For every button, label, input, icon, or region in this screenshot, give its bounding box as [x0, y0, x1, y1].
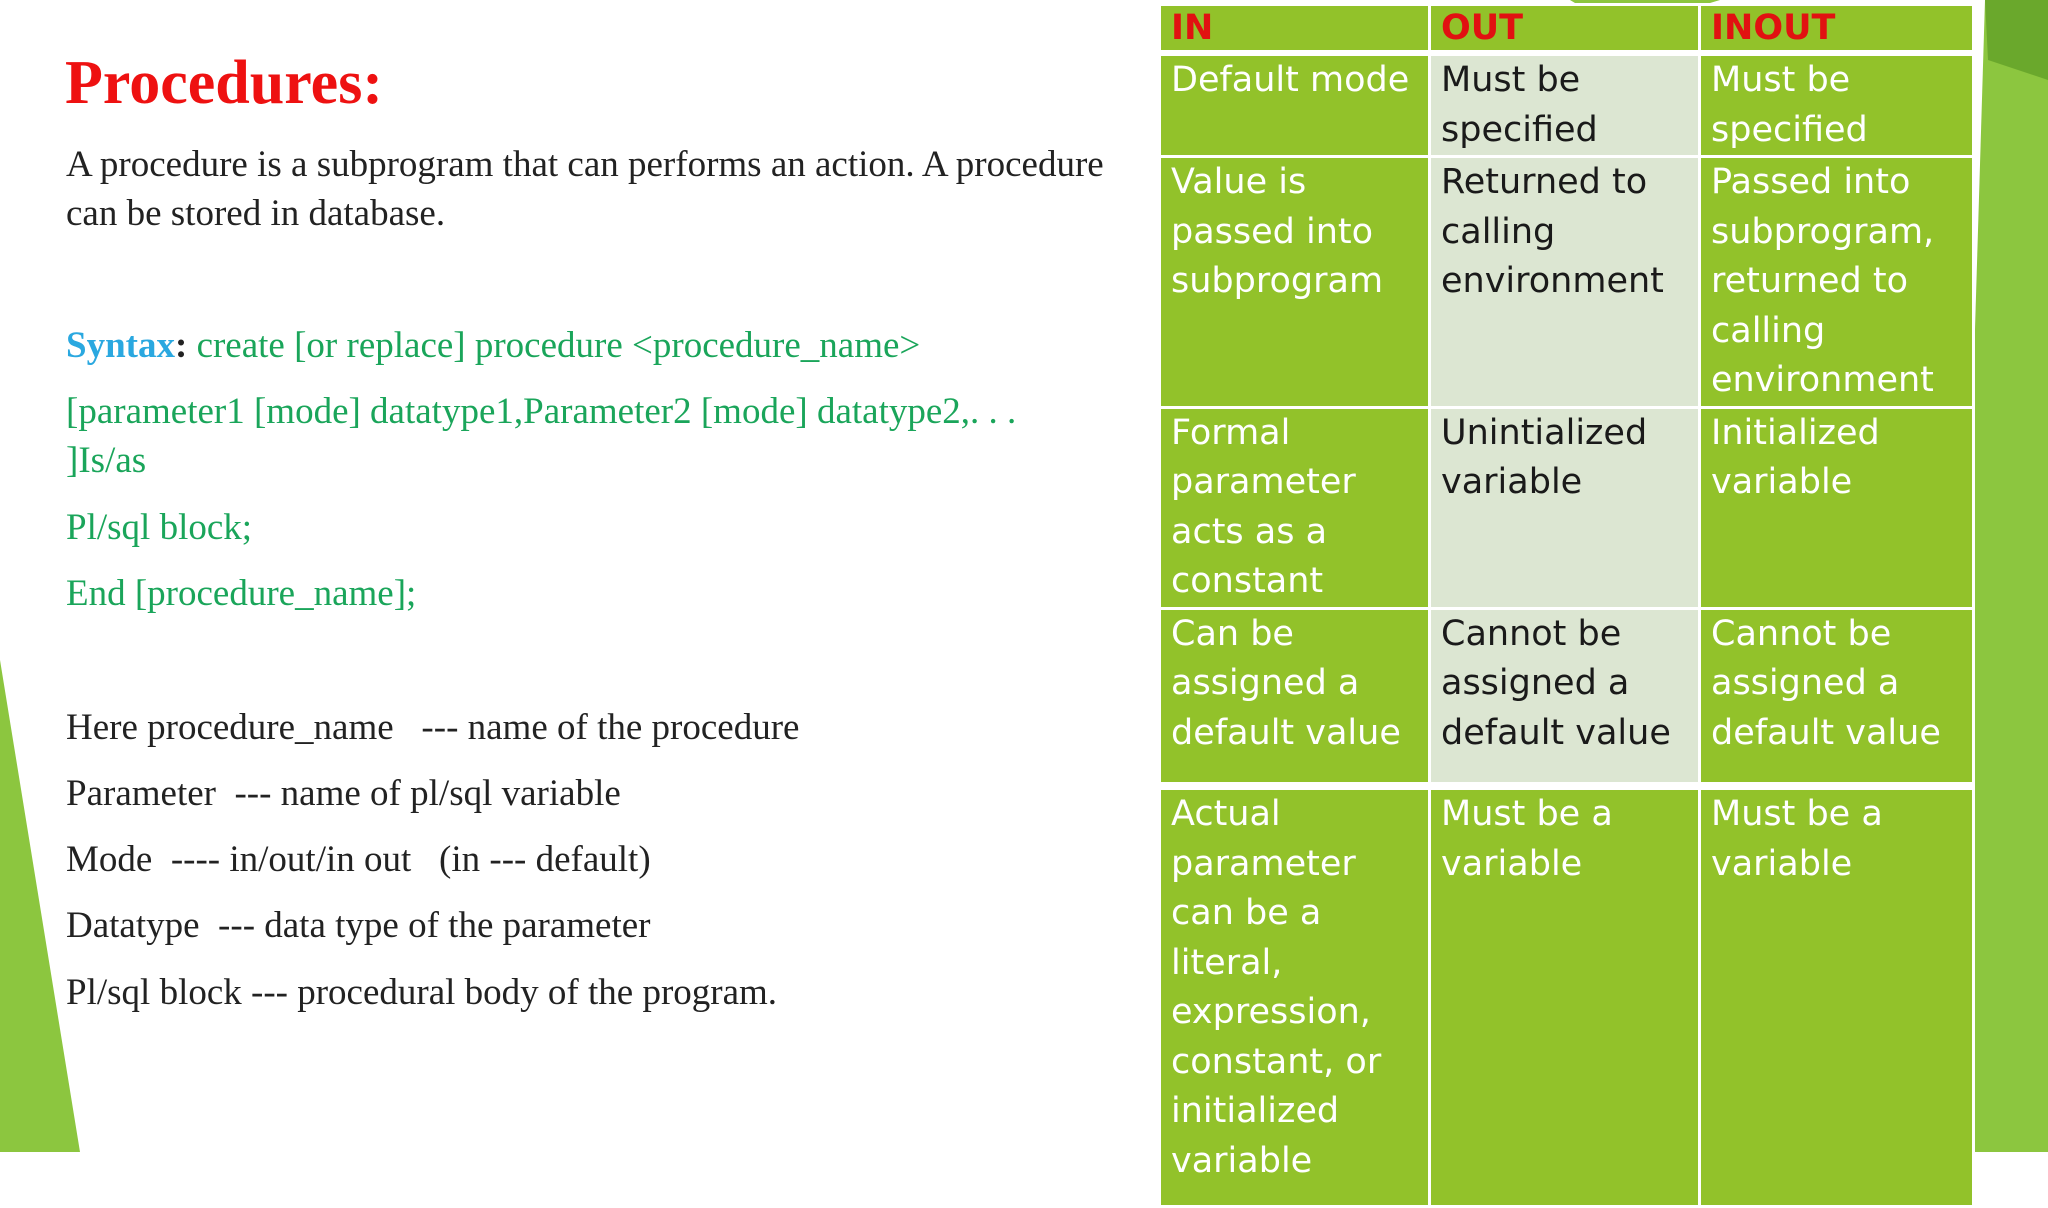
table-row — [1160, 786, 1974, 1206]
syntax-label: Syntax — [66, 325, 175, 366]
syntax-line-1 — [66, 321, 920, 370]
table-row — [1160, 53, 1974, 157]
cell-out: Cannot be assigned a default value — [1430, 608, 1700, 786]
description-mode: Mode ---- in/out/in out (in --- default) — [66, 839, 651, 880]
header-in: IN — [1160, 5, 1430, 54]
cell-out: Returned to calling environment — [1430, 157, 1700, 408]
table-header-row — [1160, 5, 1974, 54]
table-row — [1160, 157, 1974, 408]
description-procedure-name: Here procedure_name --- name of the procedure — [66, 707, 800, 748]
syntax-code: create [or replace] procedure <procedure_name> — [187, 325, 921, 366]
header-inout: INOUT — [1700, 5, 1974, 54]
syntax-colon: : — [174, 325, 188, 366]
parameter-modes-table — [1158, 3, 1975, 1208]
cell-in: Actual parameter can be a literal, expression, constant, or initialized variable — [1160, 786, 1430, 1206]
cell-in: Formal parameter acts as a constant — [1160, 407, 1430, 608]
header-out: OUT — [1430, 5, 1700, 54]
cell-inout: Initialized variable — [1700, 407, 1974, 608]
slide-title: Procedures: — [65, 49, 383, 117]
cell-in: Value is passed into subprogram — [1160, 157, 1430, 408]
table-row — [1160, 407, 1974, 608]
cell-inout: Must be specified — [1700, 53, 1974, 157]
cell-inout: Passed into subprogram, returned to calling environment — [1700, 157, 1974, 408]
cell-out: Unintialized variable — [1430, 407, 1700, 608]
cell-in: Default mode — [1160, 53, 1430, 157]
syntax-line-4: Pl/sql block; — [66, 507, 253, 548]
description-plsql-block: Pl/sql block --- procedural body of the program. — [66, 972, 778, 1013]
cell-inout: Must be a variable — [1700, 786, 1974, 1206]
syntax-line-3: ]Is/as — [66, 440, 147, 481]
intro-text: A procedure is a subprogram that can performs an action. A procedure can be stored in database. — [66, 144, 1104, 234]
cell-out: Must be specified — [1430, 53, 1700, 157]
cell-inout: Cannot be assigned a default value — [1700, 608, 1974, 786]
cell-in: Can be assigned a default value — [1160, 608, 1430, 786]
syntax-line-2: [parameter1 [mode] datatype1,Parameter2 [mode] datatype2,. . . — [66, 391, 1017, 432]
cell-out: Must be a variable — [1430, 786, 1700, 1206]
description-datatype: Datatype --- data type of the parameter — [66, 905, 651, 946]
description-parameter: Parameter --- name of pl/sql variable — [66, 773, 621, 814]
table-row — [1160, 608, 1974, 786]
syntax-line-5: End [procedure_name]; — [66, 573, 417, 614]
